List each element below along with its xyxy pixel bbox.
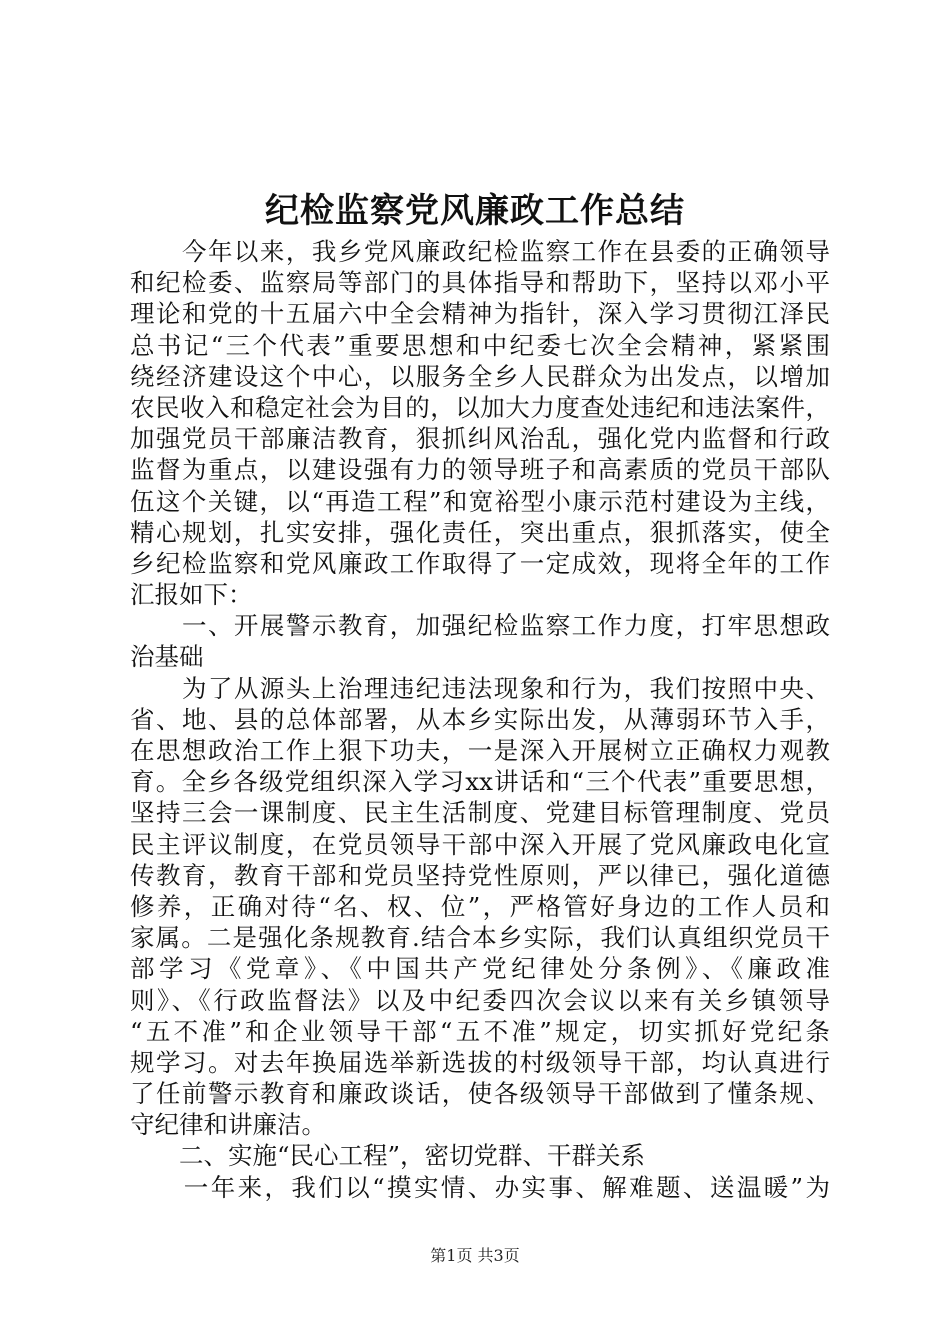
text-line: 传教育，教育干部和党员坚持党性原则，严以律已，强化道德: [130, 860, 830, 890]
text-line: 治基础: [130, 642, 204, 672]
text-line: 守纪律和讲廉洁。: [130, 1110, 326, 1140]
text-line: 部学习《党章》、《中国共产党纪律处分条例》、《廉政准: [130, 954, 830, 984]
text-line: 规学习。对去年换届选举新选拔的村级领导干部，均认真进行: [130, 1047, 830, 1077]
text-line: 一年来，我们以“摸实情、办实事、解难题、送温暖”为: [130, 1172, 830, 1202]
text-line: 家属。二是强化条规教育.结合本乡实际，我们认真组织党员干: [130, 923, 830, 953]
text-line: 今年以来，我乡党风廉政纪检监察工作在县委的正确领导: [130, 237, 830, 266]
text-line: 一、开展警示教育，加强纪检监察工作力度，打牢思想政: [130, 611, 830, 641]
text-line: 为了从源头上治理违纪违法现象和行为，我们按照中央、: [130, 673, 830, 703]
text-line: 了任前警示教育和廉政谈话，使各级领导干部做到了懂条规、: [130, 1079, 830, 1109]
text-line: 乡纪检监察和党风廉政工作取得了一定成效，现将全年的工作: [130, 548, 830, 578]
text-line: 总书记“三个代表”重要思想和中纪委七次全会精神，紧紧围: [130, 330, 830, 360]
text-line: 伍这个关键，以“再造工程”和宽裕型小康示范村建设为主线，: [130, 486, 830, 516]
text-line: 坚持三会一课制度、民主生活制度、党建目标管理制度、党员: [130, 798, 830, 828]
text-line: 在思想政治工作上狠下功夫，一是深入开展树立正确权力观教: [130, 736, 830, 765]
text-line: 省、地、县的总体部署，从本乡实际出发，从薄弱环节入手，: [130, 704, 830, 734]
document-title: 纪检监察党风廉政工作总结: [265, 191, 685, 231]
text-line: 汇报如下：: [130, 580, 253, 610]
text-line: 农民收入和稳定社会为目的，以加大力度查处违纪和违法案件，: [130, 392, 830, 422]
text-line: 加强党员干部廉洁教育，狠抓纠风治乱，强化党内监督和行政: [130, 424, 830, 454]
text-line: 修养，正确对待“名、权、位”，严格管好身边的工作人员和: [130, 891, 830, 921]
text-line: 和纪检委、监察局等部门的具体指导和帮助下，坚持以邓小平: [130, 268, 830, 298]
text-line: 精心规划，扎实安排，强化责任，突出重点，狠抓落实，使全: [130, 517, 830, 547]
text-line: 理论和党的十五届六中全会精神为指针，深入学习贯彻江泽民: [130, 299, 830, 329]
text-line: 则》、《行政监督法》以及中纪委四次会议以来有关乡镇领导: [130, 985, 830, 1015]
page-footer: 第1页 共3页: [430, 1246, 520, 1265]
text-line: 二、实施“民心工程”，密切党群、干群关系: [130, 1141, 646, 1171]
text-line: 育。全乡各级党组织深入学习xx讲话和“三个代表”重要思想，: [130, 767, 830, 797]
text-line: 绕经济建设这个中心，以服务全乡人民群众为出发点，以增加: [130, 361, 830, 391]
text-line: 民主评议制度，在党员领导干部中深入开展了党风廉政电化宣: [130, 829, 830, 859]
document-body: [130, 236, 830, 1203]
text-line: 监督为重点，以建设强有力的领导班子和高素质的党员干部队: [130, 455, 830, 485]
text-line: “五不准”和企业领导干部“五不准”规定，切实抓好党纪条: [130, 1016, 830, 1046]
